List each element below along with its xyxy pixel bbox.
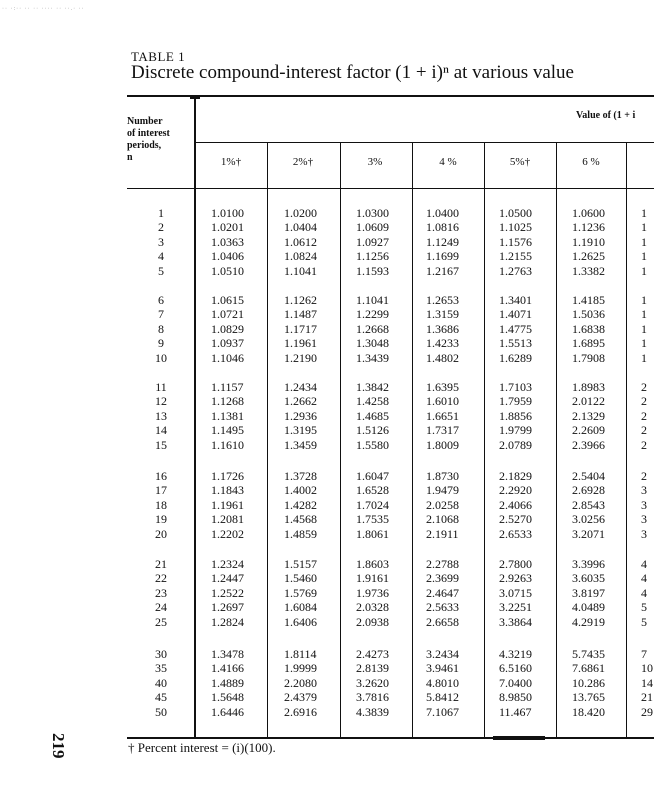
factor-cell: 2.5404: [572, 469, 605, 483]
factor-cell: 3.0715: [499, 585, 532, 600]
factor-cell: 1.8061: [356, 526, 389, 541]
period-n: 5: [158, 263, 164, 278]
col-divider-4: [484, 143, 485, 738]
factor-cell: 1.1256: [356, 249, 389, 264]
factor-cell: 10: [641, 661, 653, 676]
top-rule: [127, 95, 654, 97]
factor-cell: 1.1046: [211, 350, 244, 365]
factor-cell: 2.6928: [572, 483, 605, 498]
factor-cell: 2.2080: [284, 675, 317, 690]
factor-cell: 1.2763: [499, 263, 532, 278]
col-divider-5: [556, 143, 557, 738]
factor-cell: 1: [641, 206, 647, 220]
factor-cell: 1: [641, 220, 647, 235]
factor-cell: 1.0721: [211, 307, 244, 322]
factor-cell: 1.2697: [211, 600, 244, 615]
factor-cell: 1.1961: [211, 497, 244, 512]
factor-cell: 1.6395: [426, 380, 459, 394]
factor-cell: 2.6916: [284, 704, 317, 719]
n-divider-cap: [190, 96, 200, 99]
factor-cell: 2: [641, 394, 647, 409]
period-n: 16: [155, 469, 167, 483]
factor-cell: 1.9161: [356, 571, 389, 586]
scan-artifact-mark: ·· ·:·· ·· ·· ···· ·· ··.· ··: [2, 6, 85, 12]
factor-cell: 2.1829: [499, 469, 532, 483]
factor-cell: 1.1041: [356, 293, 389, 307]
factor-cell: 1.3478: [211, 647, 244, 661]
period-n: 50: [155, 704, 167, 719]
col-divider-3: [412, 143, 413, 738]
factor-cell: 1.6406: [284, 614, 317, 629]
factor-cell: 1.5126: [356, 423, 389, 438]
factor-cell: 4: [641, 585, 647, 600]
factor-cell: 1.3401: [499, 293, 532, 307]
factor-cell: 1.1268: [211, 394, 244, 409]
period-n: 7: [158, 307, 164, 322]
col-divider-6: [626, 143, 627, 738]
factor-cell: 1.3459: [284, 437, 317, 452]
header-n-line-3: periods,: [127, 140, 162, 151]
factor-cell: 1.0600: [572, 206, 605, 220]
number-of-periods-header: [127, 116, 193, 164]
factor-cell: 3.3996: [572, 557, 605, 571]
factor-cell: 2.2788: [426, 557, 459, 571]
factor-cell: 1.1717: [284, 321, 317, 336]
factor-cell: 1.3686: [426, 321, 459, 336]
factor-cell: 1.9479: [426, 483, 459, 498]
period-n: 35: [155, 661, 167, 676]
factor-cell: 1.1576: [499, 234, 532, 249]
period-n: 14: [155, 423, 167, 438]
period-n: 45: [155, 690, 167, 705]
factor-cell: 2.7800: [499, 557, 532, 571]
footnote: † Percent interest = (i)(100).: [128, 740, 276, 755]
value-header: Value of (1 + i: [576, 110, 636, 121]
factor-cell: 1.0400: [426, 206, 459, 220]
factor-cell: 1.2662: [284, 394, 317, 409]
factor-cell: 2.4379: [284, 690, 317, 705]
factor-cell: 4: [641, 571, 647, 586]
factor-cell: 2.4066: [499, 497, 532, 512]
factor-cell: 1.1381: [211, 408, 244, 423]
factor-cell: 1.0824: [284, 249, 317, 264]
factor-cell: 1.1726: [211, 469, 244, 483]
factor-cell: 3.2620: [356, 675, 389, 690]
factor-cell: 2.3966: [572, 437, 605, 452]
factor-cell: 1.6651: [426, 408, 459, 423]
factor-cell: 1.0927: [356, 234, 389, 249]
factor-cell: 7.6861: [572, 661, 605, 676]
factor-cell: 1.2668: [356, 321, 389, 336]
period-n: 18: [155, 497, 167, 512]
factor-cell: 1.2653: [426, 293, 459, 307]
factor-cell: 2.0258: [426, 497, 459, 512]
factor-cell: 1.0100: [211, 206, 244, 220]
factor-cell: 1.4233: [426, 336, 459, 351]
factor-cell: 1.0406: [211, 249, 244, 264]
rate-header-4: 4 %: [439, 156, 457, 168]
factor-cell: 1.1157: [211, 380, 244, 394]
header-n-line-4: n: [127, 152, 133, 163]
factor-cell: 1.1249: [426, 234, 459, 249]
factor-cell: 2: [641, 423, 647, 438]
factor-cell: 1.4071: [499, 307, 532, 322]
factor-cell: 1.6084: [284, 600, 317, 615]
factor-cell: 1.4568: [284, 512, 317, 527]
factor-cell: 2.6658: [426, 614, 459, 629]
factor-cell: 18.420: [572, 704, 605, 719]
factor-cell: 1.9799: [499, 423, 532, 438]
factor-cell: 1.9999: [284, 661, 317, 676]
factor-cell: 1.5580: [356, 437, 389, 452]
period-n: 1: [158, 206, 164, 220]
period-n: 20: [155, 526, 167, 541]
factor-cell: 1.0615: [211, 293, 244, 307]
factor-cell: 7: [641, 647, 647, 661]
factor-cell: 1.3842: [356, 380, 389, 394]
factor-cell: 1.0829: [211, 321, 244, 336]
factor-cell: 2.2609: [572, 423, 605, 438]
factor-cell: 2.4647: [426, 585, 459, 600]
factor-cell: 1.2522: [211, 585, 244, 600]
factor-cell: 3.9461: [426, 661, 459, 676]
n-column-divider: [194, 96, 196, 738]
factor-cell: 1.8009: [426, 437, 459, 452]
factor-cell: 8.9850: [499, 690, 532, 705]
factor-cell: 2.4273: [356, 647, 389, 661]
factor-cell: 1.0404: [284, 220, 317, 235]
factor-cell: 3.7816: [356, 690, 389, 705]
factor-cell: 21: [641, 690, 653, 705]
factor-cell: 1.1961: [284, 336, 317, 351]
factor-cell: 2.8139: [356, 661, 389, 676]
rate-header-5: 5%†: [509, 156, 531, 168]
factor-cell: 3.8197: [572, 585, 605, 600]
factor-cell: 1.0937: [211, 336, 244, 351]
table-caption: Discrete compound-interest factor (1 + i)ⁿ at various value: [131, 62, 574, 83]
factor-cell: 1.1610: [211, 437, 244, 452]
factor-cell: 1.0612: [284, 234, 317, 249]
header-n-line-2: of interest: [127, 128, 170, 139]
rate-header-6: 6 %: [582, 156, 600, 168]
factor-cell: 2: [641, 469, 647, 483]
factor-cell: 1.5157: [284, 557, 317, 571]
factor-cell: 2.8543: [572, 497, 605, 512]
factor-cell: 1.6838: [572, 321, 605, 336]
factor-cell: 1.2081: [211, 512, 244, 527]
factor-cell: 1.0363: [211, 234, 244, 249]
bottom-rule-heavy-mark: [493, 736, 545, 740]
factor-cell: 14: [641, 675, 653, 690]
factor-cell: 13.765: [572, 690, 605, 705]
factor-cell: 2.3699: [426, 571, 459, 586]
factor-cell: 2.0122: [572, 394, 605, 409]
header-bottom-rule: [127, 188, 654, 189]
factor-cell: 1.6446: [211, 704, 244, 719]
factor-cell: 1.4282: [284, 497, 317, 512]
factor-cell: 1.5769: [284, 585, 317, 600]
factor-cell: 1.6047: [356, 469, 389, 483]
factor-cell: 1: [641, 336, 647, 351]
factor-cell: 1.7103: [499, 380, 532, 394]
period-n: 11: [155, 380, 167, 394]
period-n: 6: [158, 293, 164, 307]
factor-cell: 1.2936: [284, 408, 317, 423]
factor-cell: 1.4802: [426, 350, 459, 365]
period-n: 12: [155, 394, 167, 409]
factor-cell: 11.467: [499, 704, 532, 719]
factor-cell: 1.7317: [426, 423, 459, 438]
factor-cell: 1.3195: [284, 423, 317, 438]
factor-cell: 3: [641, 512, 647, 527]
factor-cell: 1.0510: [211, 263, 244, 278]
factor-cell: 1.5460: [284, 571, 317, 586]
factor-cell: 3: [641, 497, 647, 512]
period-n: 40: [155, 675, 167, 690]
factor-cell: 2.5270: [499, 512, 532, 527]
factor-cell: 1.3728: [284, 469, 317, 483]
factor-cell: 5.8412: [426, 690, 459, 705]
factor-cell: 1.3439: [356, 350, 389, 365]
factor-cell: 1.4685: [356, 408, 389, 423]
factor-cell: 6.5160: [499, 661, 532, 676]
factor-cell: 2.5633: [426, 600, 459, 615]
factor-cell: 3.2251: [499, 600, 532, 615]
factor-cell: 1.1495: [211, 423, 244, 438]
period-n: 21: [155, 557, 167, 571]
factor-cell: 1.7024: [356, 497, 389, 512]
bottom-rule: [127, 737, 654, 739]
factor-cell: 1.1699: [426, 249, 459, 264]
factor-cell: 1.7535: [356, 512, 389, 527]
factor-cell: 1.3048: [356, 336, 389, 351]
col-divider-2: [340, 143, 341, 738]
factor-cell: 4.0489: [572, 600, 605, 615]
factor-cell: 1.2190: [284, 350, 317, 365]
factor-cell: 1.7908: [572, 350, 605, 365]
factor-cell: 2.1329: [572, 408, 605, 423]
factor-cell: 1.2299: [356, 307, 389, 322]
period-n: 23: [155, 585, 167, 600]
factor-cell: 1.1041: [284, 263, 317, 278]
factor-cell: 1.2625: [572, 249, 605, 264]
factor-cell: 1.4002: [284, 483, 317, 498]
period-n: 17: [155, 483, 167, 498]
period-n: 30: [155, 647, 167, 661]
header-n-line-1: Number: [127, 116, 163, 127]
factor-cell: 3.2071: [572, 526, 605, 541]
factor-cell: 1: [641, 350, 647, 365]
period-n: 9: [158, 336, 164, 351]
factor-cell: 2.0789: [499, 437, 532, 452]
factor-cell: 29: [641, 704, 653, 719]
factor-cell: 2.2920: [499, 483, 532, 498]
factor-cell: 3.2434: [426, 647, 459, 661]
factor-cell: 2: [641, 408, 647, 423]
factor-cell: 1.1910: [572, 234, 605, 249]
rate-header-2: 2%†: [292, 156, 314, 168]
factor-cell: 3.0256: [572, 512, 605, 527]
factor-cell: 1.3382: [572, 263, 605, 278]
factor-cell: 4.3219: [499, 647, 532, 661]
factor-cell: 1.8983: [572, 380, 605, 394]
factor-cell: 1.1262: [284, 293, 317, 307]
rate-header-3: 3%: [367, 156, 383, 168]
factor-cell: 1.1593: [356, 263, 389, 278]
factor-cell: 7.0400: [499, 675, 532, 690]
factor-cell: 3: [641, 526, 647, 541]
period-n: 10: [155, 350, 167, 365]
factor-cell: 1.0201: [211, 220, 244, 235]
col-divider-1: [267, 143, 268, 738]
factor-cell: 5: [641, 614, 647, 629]
table-label: TABLE 1: [131, 49, 186, 64]
factor-cell: 1.5036: [572, 307, 605, 322]
factor-cell: 1.0609: [356, 220, 389, 235]
period-n: 25: [155, 614, 167, 629]
factor-cell: 1.0500: [499, 206, 532, 220]
factor-cell: 3.3864: [499, 614, 532, 629]
factor-cell: 1.4775: [499, 321, 532, 336]
factor-cell: 4.3839: [356, 704, 389, 719]
factor-cell: 2.0938: [356, 614, 389, 629]
factor-cell: 1: [641, 263, 647, 278]
factor-cell: 1.4859: [284, 526, 317, 541]
factor-cell: 2.0328: [356, 600, 389, 615]
factor-cell: 1.8856: [499, 408, 532, 423]
factor-cell: 1: [641, 307, 647, 322]
factor-cell: 1.6010: [426, 394, 459, 409]
factor-cell: 1.2447: [211, 571, 244, 586]
factor-cell: 1.1487: [284, 307, 317, 322]
factor-cell: 1.1025: [499, 220, 532, 235]
factor-cell: 1.1843: [211, 483, 244, 498]
period-n: 4: [158, 249, 164, 264]
factor-cell: 1.6895: [572, 336, 605, 351]
factor-cell: 1.2324: [211, 557, 244, 571]
factor-cell: 1.8603: [356, 557, 389, 571]
factor-cell: 1.7959: [499, 394, 532, 409]
factor-cell: 4.8010: [426, 675, 459, 690]
factor-cell: 4.2919: [572, 614, 605, 629]
factor-cell: 2: [641, 437, 647, 452]
factor-cell: 3: [641, 483, 647, 498]
period-n: 3: [158, 234, 164, 249]
factor-cell: 1.2824: [211, 614, 244, 629]
factor-cell: 1: [641, 234, 647, 249]
factor-cell: 2: [641, 380, 647, 394]
factor-cell: 1.4889: [211, 675, 244, 690]
factor-cell: 1.1236: [572, 220, 605, 235]
factor-cell: 1.0300: [356, 206, 389, 220]
rate-header-1: 1%†: [220, 156, 242, 168]
factor-cell: 1.5513: [499, 336, 532, 351]
factor-cell: 1.9736: [356, 585, 389, 600]
factor-cell: 2.9263: [499, 571, 532, 586]
factor-cell: 1.0200: [284, 206, 317, 220]
factor-cell: 2.6533: [499, 526, 532, 541]
factor-cell: 1.2155: [499, 249, 532, 264]
factor-cell: 1.6289: [499, 350, 532, 365]
factor-cell: 1.5648: [211, 690, 244, 705]
factor-cell: 1.0816: [426, 220, 459, 235]
factor-cell: 1: [641, 321, 647, 336]
period-n: 8: [158, 321, 164, 336]
factor-cell: 4: [641, 557, 647, 571]
period-n: 13: [155, 408, 167, 423]
period-n: 19: [155, 512, 167, 527]
factor-cell: 2.1911: [426, 526, 459, 541]
factor-cell: 1.2167: [426, 263, 459, 278]
factor-cell: 7.1067: [426, 704, 459, 719]
factor-cell: 1: [641, 293, 647, 307]
period-n: 24: [155, 600, 167, 615]
factor-cell: 1.8730: [426, 469, 459, 483]
factor-cell: 1.4166: [211, 661, 244, 676]
factor-cell: 1.2434: [284, 380, 317, 394]
period-n: 2: [158, 220, 164, 235]
factor-cell: 3.6035: [572, 571, 605, 586]
factor-cell: 1.4185: [572, 293, 605, 307]
factor-cell: 1.2202: [211, 526, 244, 541]
factor-cell: 1.3159: [426, 307, 459, 322]
factor-cell: 1.8114: [284, 647, 317, 661]
factor-cell: 2.1068: [426, 512, 459, 527]
page-number: 219: [49, 733, 68, 759]
factor-cell: 1: [641, 249, 647, 264]
period-n: 15: [155, 437, 167, 452]
factor-cell: 5: [641, 600, 647, 615]
value-header-bottom-rule: [196, 142, 654, 143]
factor-cell: 10.286: [572, 675, 605, 690]
factor-cell: 1.4258: [356, 394, 389, 409]
period-n: 22: [155, 571, 167, 586]
factor-cell: 5.7435: [572, 647, 605, 661]
factor-cell: 1.6528: [356, 483, 389, 498]
